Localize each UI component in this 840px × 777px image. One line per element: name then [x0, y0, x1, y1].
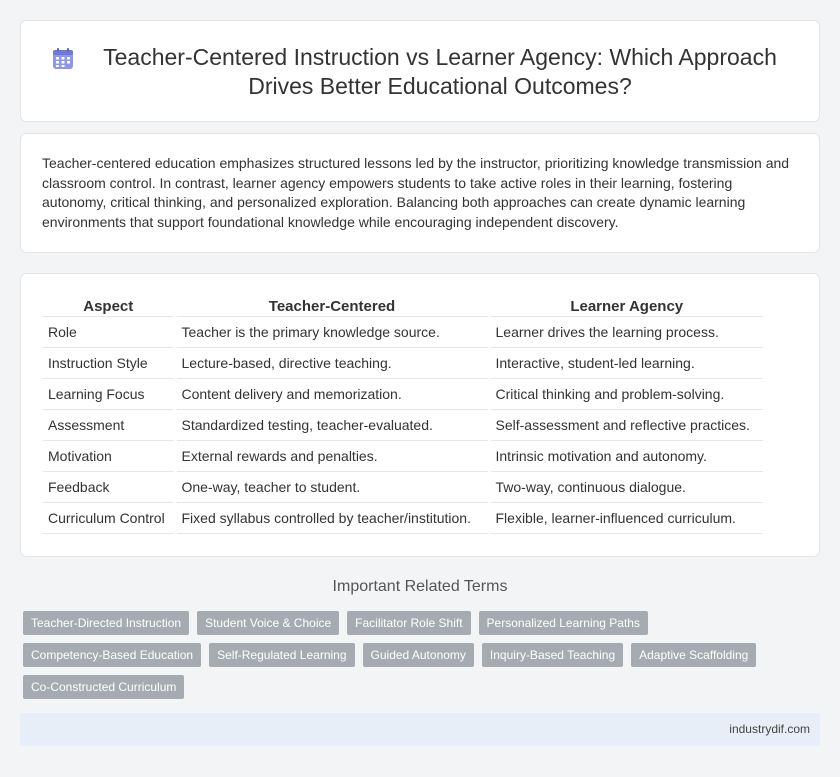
related-term-tag[interactable]: Student Voice & Choice: [197, 611, 339, 635]
related-term-tag[interactable]: Co-Constructed Curriculum: [23, 675, 184, 699]
cell-teacher-centered: Fixed syllabus controlled by teacher/institution.: [175, 503, 489, 534]
related-term-tag[interactable]: Adaptive Scaffolding: [631, 643, 756, 667]
cell-aspect: Motivation: [43, 441, 175, 472]
cell-aspect: Role: [43, 317, 175, 348]
cell-learner-agency: Interactive, student-led learning.: [489, 348, 763, 379]
footer-site-link[interactable]: industrydif.com: [729, 722, 810, 736]
related-term-tag[interactable]: Personalized Learning Paths: [479, 611, 648, 635]
intro-card: [20, 133, 820, 253]
cell-teacher-centered: External rewards and penalties.: [175, 441, 489, 472]
cell-aspect: Feedback: [43, 472, 175, 503]
header-teacher-centered: Teacher-Centered: [175, 296, 489, 317]
cell-aspect: Instruction Style: [43, 348, 175, 379]
related-terms-title: Important Related Terms: [332, 578, 508, 595]
header-learner-agency: Learner Agency: [489, 296, 763, 317]
cell-learner-agency: Self-assessment and reflective practices.: [489, 410, 763, 441]
related-term-tag[interactable]: Self-Regulated Learning: [209, 643, 354, 667]
cell-learner-agency: Flexible, learner-influenced curriculum.: [489, 503, 763, 534]
comparison-table: [43, 296, 763, 534]
table-header-row: [43, 296, 763, 317]
cell-learner-agency: Learner drives the learning process.: [489, 317, 763, 348]
cell-learner-agency: Intrinsic motivation and autonomy.: [489, 441, 763, 472]
cell-teacher-centered: Lecture-based, directive teaching.: [175, 348, 489, 379]
related-terms-list: [23, 611, 803, 699]
cell-teacher-centered: One-way, teacher to student.: [175, 472, 489, 503]
related-term-tag[interactable]: Facilitator Role Shift: [347, 611, 470, 635]
cell-learner-agency: Critical thinking and problem-solving.: [489, 379, 763, 410]
table-row: [43, 348, 763, 379]
table-row: [43, 317, 763, 348]
cell-aspect: Learning Focus: [43, 379, 175, 410]
related-term-tag[interactable]: Teacher-Directed Instruction: [23, 611, 189, 635]
comparison-card: [20, 273, 820, 557]
table-row: [43, 379, 763, 410]
table-row: [43, 410, 763, 441]
table-row: [43, 441, 763, 472]
cell-aspect: Curriculum Control: [43, 503, 175, 534]
cell-aspect: Assessment: [43, 410, 175, 441]
related-term-tag[interactable]: Guided Autonomy: [363, 643, 474, 667]
table-row: [43, 472, 763, 503]
cell-teacher-centered: Teacher is the primary knowledge source.: [175, 317, 489, 348]
related-term-tag[interactable]: Inquiry-Based Teaching: [482, 643, 623, 667]
related-term-tag[interactable]: Competency-Based Education: [23, 643, 201, 667]
title-card: [20, 20, 820, 122]
table-row: [43, 503, 763, 534]
cell-learner-agency: Two-way, continuous dialogue.: [489, 472, 763, 503]
cell-teacher-centered: Content delivery and memorization.: [175, 379, 489, 410]
page-title: Teacher-Centered Instruction vs Learner Agency: Which Approach Drives Better Educational Outcomes?: [103, 44, 777, 99]
cell-teacher-centered: Standardized testing, teacher-evaluated.: [175, 410, 489, 441]
intro-text: Teacher-centered education emphasizes structured lessons led by the instructor, prioritizing knowledge transmission and classroom control. In contrast, learner agency empowers students to take active roles in their learning, fostering autonomy, critical thinking, and personalized exploration. Balancing both approaches can create dynamic learning environments that support foundational knowledge while encouraging independent discovery.: [42, 155, 790, 230]
header-aspect: Aspect: [43, 296, 175, 317]
footer: [20, 713, 820, 746]
